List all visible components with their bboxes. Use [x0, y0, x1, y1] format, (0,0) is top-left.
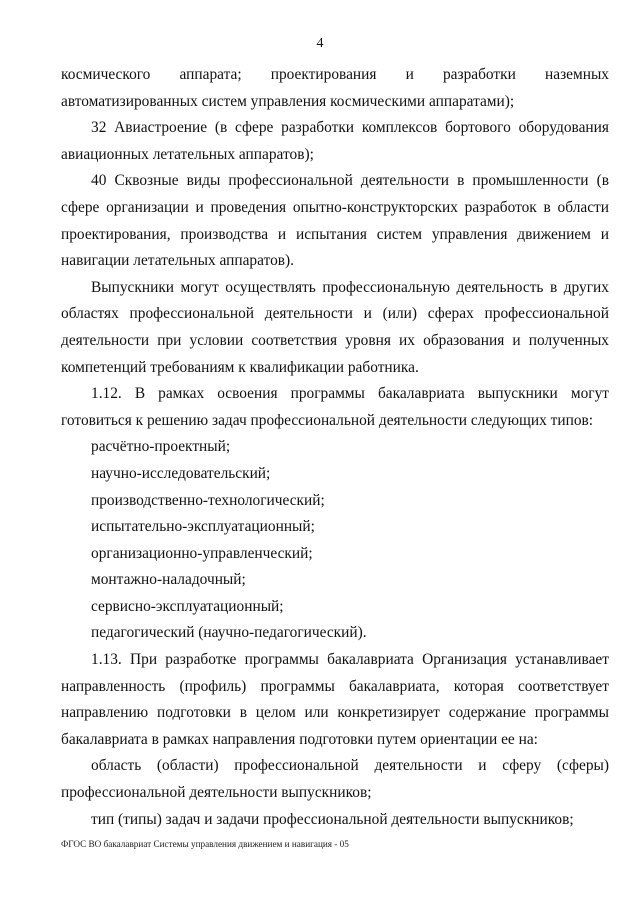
paragraph-task-types: тип (типы) задач и задачи профессиональной деятельности выпускников; [91, 810, 574, 828]
paragraph-area-of-activity: область (области) профессиональной деятельности и сферу (сферы) профессиональной деятельности выпускников; [61, 757, 609, 802]
paragraph-1-12: 1.12. В рамках освоения программы бакалавриата выпускники могут готовиться к решению задач профессиональной деятельности следующих типов: [61, 385, 609, 429]
list-item: педагогический (научно-педагогический). [91, 624, 367, 642]
list-item: организационно-управленческий; [91, 544, 313, 562]
paragraph-1-13: 1.13. При разработке программы бакалавриата Организация устанавливает направленность (профиль) программы бакалавриата, которая соответствует направлению подготовки в целом или конкретизирует содержание программы бакалавриата в рамках направления подготовки путем ориентации ее на: [61, 651, 609, 748]
list-item: производственно-технологический; [91, 491, 325, 509]
list-item: научно-исследовательский; [91, 464, 271, 482]
list-item: испытательно-эксплуатационный; [91, 518, 315, 536]
paragraph-graduates-other-areas: Выпускники могут осуществлять профессиональную деятельность в других областях профессиональной деятельности и (или) сферах профессиональной деятельности при условии соответствия уровня их образования и полученных компетенций требованиям к квалификации работника. [61, 278, 609, 376]
task-types-list [61, 434, 609, 647]
paragraph-cross-cutting-activities: 40 Сквозные виды профессиональной деятельности в промышленности (в сфере организации и проведения опытно-конструкторских разработок в области проектирования, производства и испытания систем управления движением и навигации летательных аппаратов). [61, 172, 609, 270]
list-item: монтажно-наладочный; [91, 571, 246, 589]
document-body [61, 62, 609, 833]
list-item: расчётно-проектный; [91, 438, 231, 456]
page-number: 4 [316, 36, 324, 51]
paragraph-continuation: космического аппарата; проектирования и разработки наземных автоматизированных систем управления космическими аппаратами); [61, 66, 609, 110]
list-item: сервисно-эксплуатационный; [91, 597, 284, 615]
paragraph-aircraft-industry: 32 Авиастроение (в сфере разработки комплексов бортового оборудования авиационных летательных аппаратов); [61, 119, 609, 163]
page-footer: ФГОС ВО бакалавриат Системы управления движением и навигация - 05 [61, 839, 349, 849]
